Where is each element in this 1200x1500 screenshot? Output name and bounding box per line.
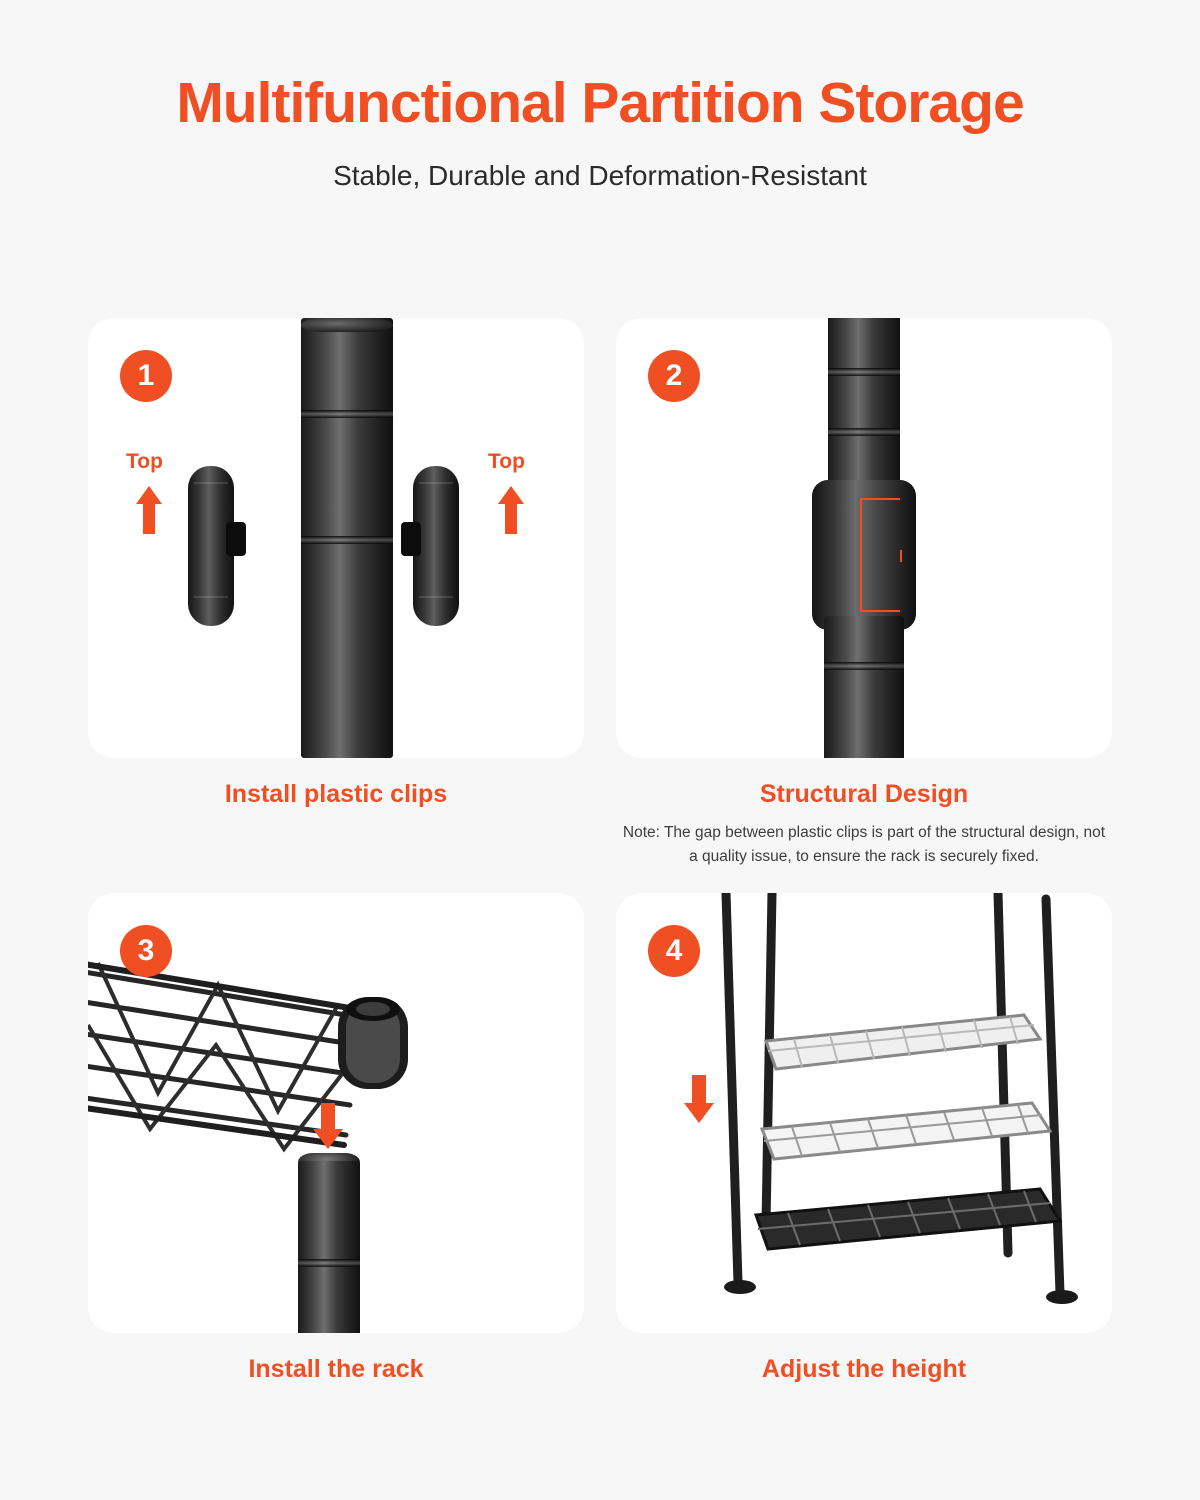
lower-pole-illustration — [824, 616, 904, 758]
step-cell-3 — [88, 893, 584, 1384]
step-caption-3: Install the rack — [248, 1355, 424, 1384]
plastic-clip-right — [413, 466, 459, 626]
top-label-left: Top — [126, 450, 163, 473]
step-cell-2 — [616, 318, 1112, 869]
step-cell-1 — [88, 318, 584, 869]
step-card-3 — [88, 893, 584, 1333]
pole-segment-ring — [301, 536, 393, 544]
step-number-badge-1: 1 — [120, 350, 172, 402]
vertical-pole-illustration — [298, 1161, 360, 1333]
gap-highlight-outline — [860, 498, 900, 612]
page-subtitle: Stable, Durable and Deformation-Resistant — [333, 159, 867, 191]
step-cell-4 — [616, 893, 1112, 1384]
step-note-2: Note: The gap between plastic clips is part of the structural design, not a quality issue, to ensure the rack is securely fixed. — [622, 824, 1106, 866]
step-caption-1: Install plastic clips — [224, 780, 448, 808]
pole-cap — [301, 318, 393, 332]
step-card-1 — [88, 318, 584, 758]
clip-line — [194, 596, 228, 598]
center-pole-illustration — [301, 318, 393, 758]
clip-line — [419, 482, 453, 484]
page-title: Multifunctional Partition Storage — [176, 71, 1024, 135]
plastic-clip-left — [188, 466, 234, 626]
top-label-right: Top — [488, 450, 525, 473]
step-card-4 — [616, 893, 1112, 1333]
step-number-badge-4: 4 — [648, 925, 700, 977]
upper-pole-illustration — [828, 318, 900, 490]
clip-notch — [401, 522, 421, 556]
step-number-badge-3: 3 — [120, 925, 172, 977]
page-header — [0, 0, 1200, 192]
pole-segment-ring — [301, 410, 393, 418]
clip-notch — [226, 522, 246, 556]
step-number-badge-2: 2 — [648, 350, 700, 402]
step-caption-2: Structural Design — [759, 780, 969, 808]
clip-line — [419, 596, 453, 598]
clip-line — [194, 482, 228, 484]
step-caption-4: Adjust the height — [761, 1355, 967, 1384]
steps-grid — [88, 318, 1112, 1384]
step-card-2 — [616, 318, 1112, 758]
